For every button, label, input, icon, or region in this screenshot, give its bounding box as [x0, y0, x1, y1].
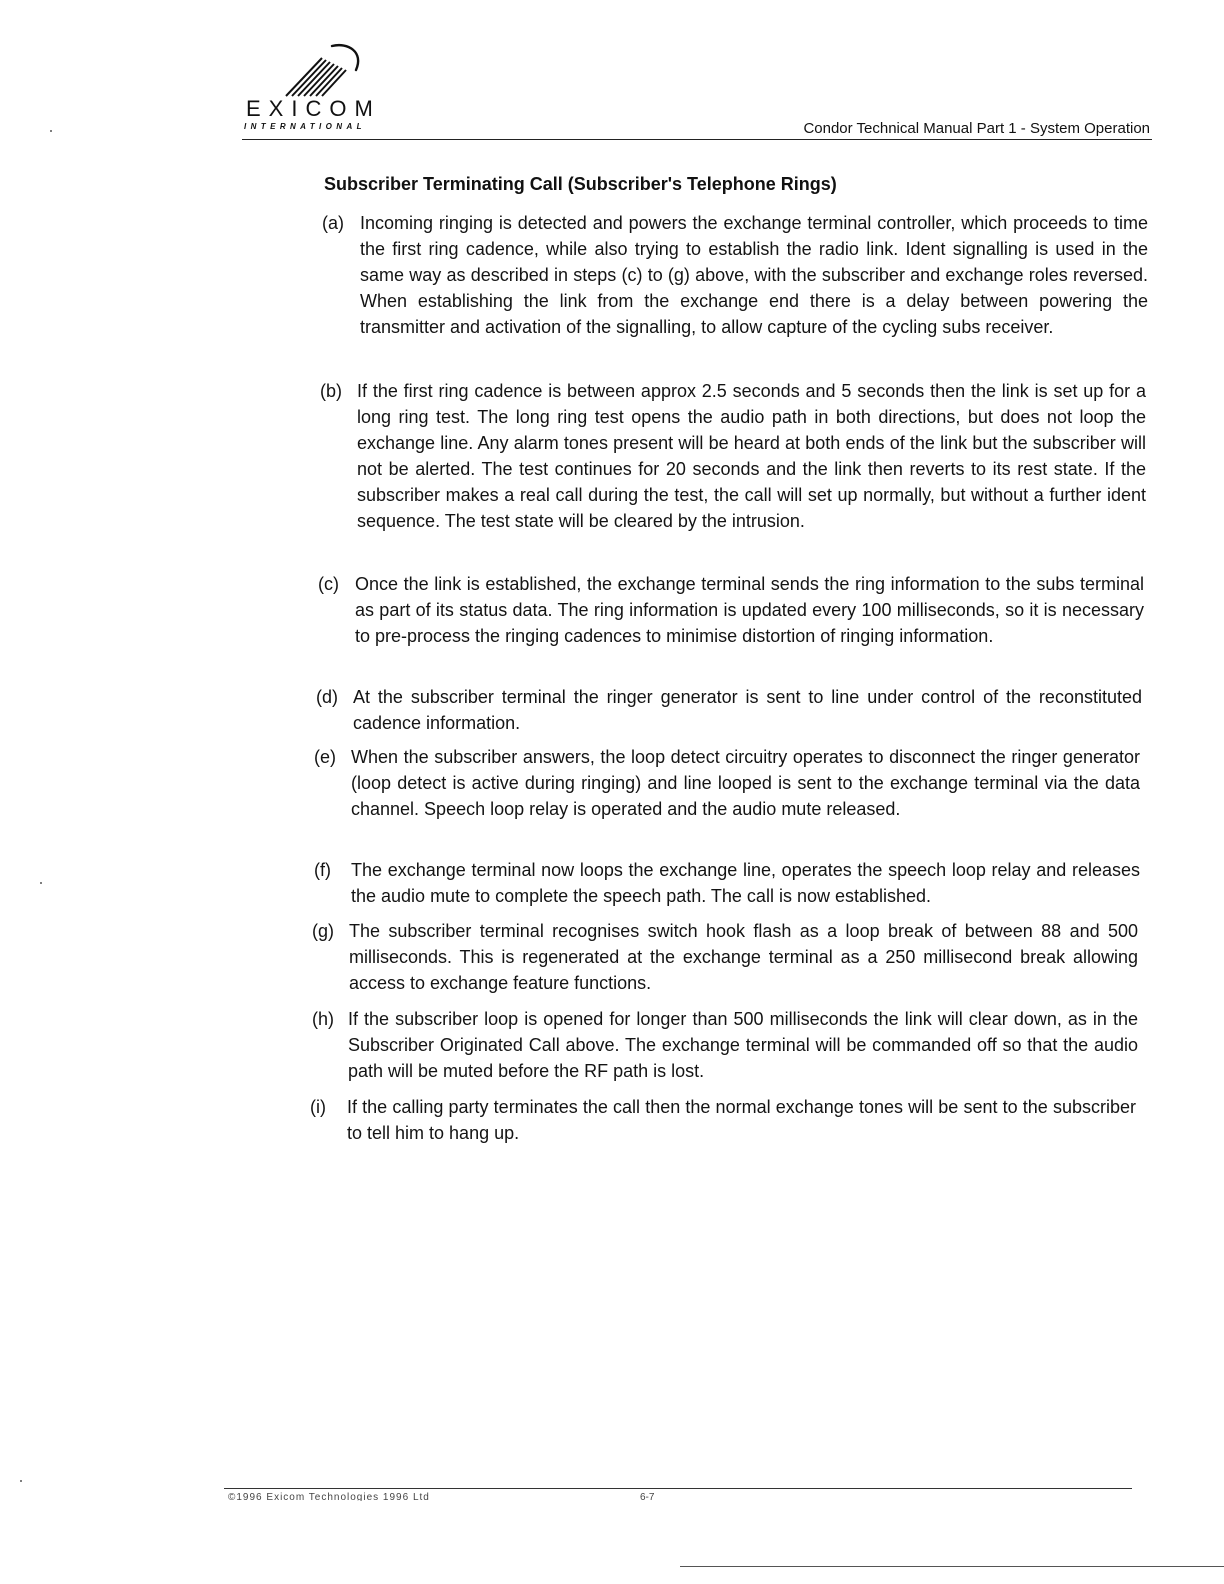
item-label: (d)	[316, 687, 338, 707]
list-item-f	[314, 857, 1140, 909]
item-label: (f)	[314, 860, 331, 880]
list-item-e	[314, 744, 1140, 822]
list-item-i	[310, 1094, 1136, 1146]
scan-speck	[50, 130, 52, 132]
item-text: When the subscriber answers, the loop detect circuitry operates to disconnect the ringer generator (loop detect is active during ringing) and line looped is sent to the exchange terminal via the data channel. Speech loop relay is operated and the audio mute released.	[351, 747, 1140, 819]
scan-speck	[20, 1480, 22, 1482]
section-title: Subscriber Terminating Call (Subscriber's Telephone Rings)	[324, 174, 837, 194]
item-label: (c)	[318, 574, 339, 594]
item-label: (a)	[322, 213, 344, 233]
footer-divider	[224, 1488, 1132, 1489]
footer-page-number: 6-7	[640, 1492, 655, 1501]
manual-title: Condor Technical Manual Part 1 - System Operation	[803, 120, 1150, 137]
list-item-h	[312, 1006, 1138, 1084]
scan-speck	[40, 882, 42, 884]
logo-wordmark: EXICOM	[246, 96, 381, 121]
logo-tagline: INTERNATIONAL	[244, 122, 366, 131]
list-item-b	[320, 378, 1146, 534]
list-item-g	[312, 918, 1138, 996]
list-item-d	[316, 684, 1142, 736]
item-label: (e)	[314, 747, 336, 767]
header-divider	[242, 139, 1152, 140]
item-text: If the calling party terminates the call then the normal exchange tones will be sent to the subscriber to tell him to hang up.	[347, 1097, 1136, 1143]
item-text: If the first ring cadence is between approx 2.5 seconds and 5 seconds then the link is set up for a long ring test. The long ring test opens the audio path in both directions, but does not loop the exchange line. Any alarm tones present will be heard at both ends of the link but the subscriber will not be alerted. The test continues for 20 seconds and the link then reverts to its rest state. If the subscriber makes a real call during the test, the call will set up normally, but without a further ident sequence. The test state will be cleared by the intrusion.	[357, 381, 1146, 531]
item-text: The exchange terminal now loops the exchange line, operates the speech loop relay and releases the audio mute to complete the speech path. The call is now established.	[351, 860, 1140, 906]
item-text: Incoming ringing is detected and powers the exchange terminal controller, which proceeds to time the first ring cadence, while also trying to establish the radio link. Ident signalling is used in the same way as described in steps (c) to (g) above, with the subscriber and exchange roles reversed. When establishing the link from the exchange end there is a delay between powering the transmitter and activation of the signalling, to allow capture of the cycling subs receiver.	[360, 213, 1148, 337]
item-label: (i)	[310, 1097, 326, 1117]
exicom-logo-icon	[282, 40, 366, 100]
list-item-c	[318, 571, 1144, 649]
list-item-a	[322, 210, 1148, 340]
footer-copyright: ©1996 Exicom Technologies 1996 Ltd	[228, 1492, 430, 1501]
item-text: At the subscriber terminal the ringer generator is sent to line under control of the reconstituted cadence information.	[353, 687, 1142, 733]
item-label: (b)	[320, 381, 342, 401]
item-text: Once the link is established, the exchange terminal sends the ring information to the subs terminal as part of its status data. The ring information is updated every 100 milliseconds, so it is necessary to pre-process the ringing cadences to minimise distortion of ringing information.	[355, 574, 1144, 646]
item-text: The subscriber terminal recognises switch hook flash as a loop break of between 88 and 500 milliseconds. This is regenerated at the exchange terminal as a 250 millisecond break allowing access to exchange feature functions.	[349, 921, 1138, 993]
footer-bottom-rule	[680, 1566, 1224, 1567]
item-text: If the subscriber loop is opened for longer than 500 milliseconds the link will clear down, as in the Subscriber Originated Call above. The exchange terminal will be commanded off so that the audio path will be muted before the RF path is lost.	[348, 1009, 1138, 1081]
item-label: (g)	[312, 921, 334, 941]
item-label: (h)	[312, 1009, 334, 1029]
